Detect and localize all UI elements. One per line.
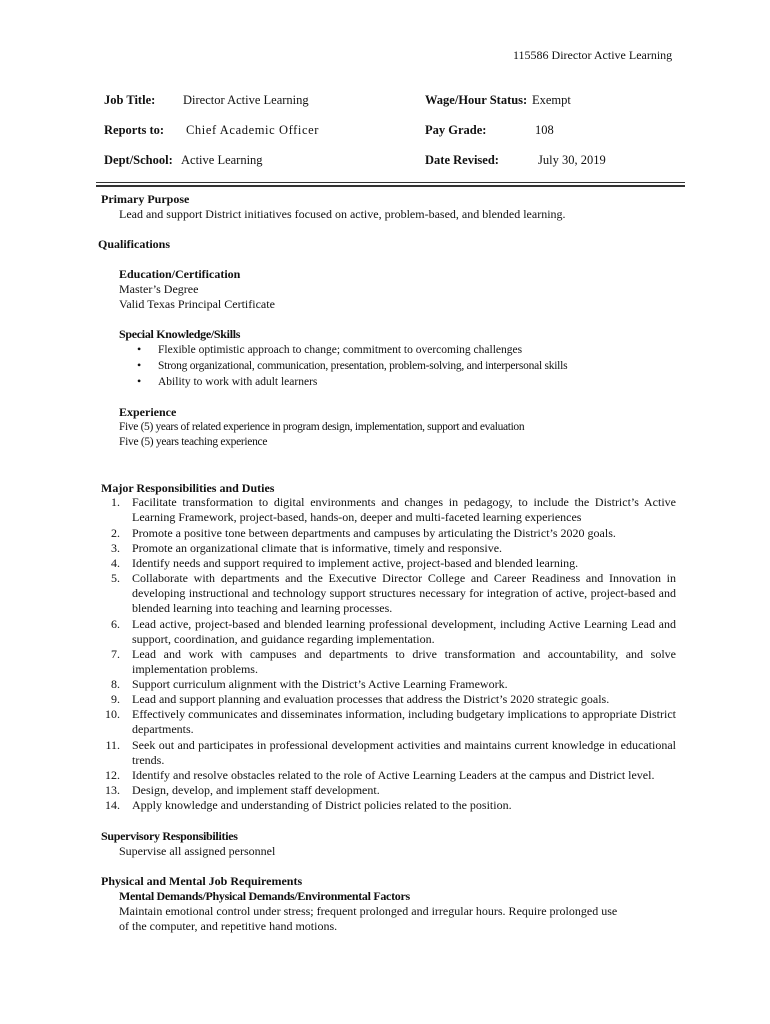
responsibility-text: Lead active, project-based and blended learning professional development, including Active Learning Lead and support, coordination, and guidance regarding implementation.: [132, 617, 676, 646]
responsibility-number: 12.: [105, 768, 120, 782]
skill-item: Ability to work with adult learners: [158, 376, 318, 388]
responsibility-number: 4.: [111, 556, 120, 570]
date-revised-value: July 30, 2019: [538, 153, 606, 167]
skills-heading: Special Knowledge/Skills: [119, 327, 241, 341]
responsibility-number: 13.: [105, 783, 120, 797]
job-title-value: Director Active Learning: [183, 93, 309, 107]
wage-status-label: Wage/Hour Status:: [425, 93, 528, 107]
responsibility-number: 3.: [111, 541, 120, 555]
dept-school-label: Dept/School:: [104, 153, 173, 167]
responsibility-text: Seek out and participates in professional development activities and maintains current knowledge in educational trends.: [132, 738, 676, 767]
responsibility-text: Apply knowledge and understanding of District policies related to the position.: [132, 798, 512, 812]
responsibility-text: Collaborate with departments and the Executive Director College and Career Readiness and Innovation in developing instructional and technology support structures necessary for integration of active, project-based and blended learning into teaching and learning processes.: [132, 571, 676, 615]
supervisory-heading: Supervisory Responsibilities: [101, 829, 238, 843]
responsibilities-heading: Major Responsibilities and Duties: [101, 481, 275, 495]
education-heading: Education/Certification: [119, 267, 241, 281]
responsibility-text: Identify needs and support required to implement active, project-based and blended learning.: [132, 556, 579, 570]
physical-text-line: Maintain emotional control under stress; frequent prolonged and irregular hours. Require prolonged use: [119, 904, 618, 918]
divider-bottom: [96, 185, 685, 187]
wage-status-value: Exempt: [532, 93, 571, 107]
responsibility-text: Promote a positive tone between departments and campuses by articulating the District’s 2020 goals.: [132, 526, 616, 540]
pay-grade-label: Pay Grade:: [425, 123, 487, 137]
responsibility-number: 9.: [111, 692, 120, 706]
skill-item: Strong organizational, communication, presentation, problem-solving, and interpersonal skills: [158, 360, 568, 372]
education-item: Master’s Degree: [119, 282, 199, 296]
qualifications-heading: Qualifications: [98, 237, 171, 251]
document-id-header: 115586 Director Active Learning: [513, 48, 673, 62]
dept-school-value: Active Learning: [181, 153, 263, 167]
responsibility-text: Identify and resolve obstacles related to the role of Active Learning Leaders at the campus and District level.: [132, 768, 655, 782]
responsibility-text: Lead and support planning and evaluation processes that address the District’s 2020 strategic goals.: [132, 692, 610, 706]
physical-text-line: of the computer, and repetitive hand motions.: [119, 919, 338, 933]
bullet-icon: •: [137, 358, 142, 372]
responsibility-number: 8.: [111, 677, 120, 691]
skill-item: Flexible optimistic approach to change; commitment to overcoming challenges: [158, 344, 523, 356]
divider-top: [96, 182, 685, 183]
responsibility-number: 7.: [111, 647, 120, 661]
experience-item: Five (5) years of related experience in program design, implementation, support and evaluation: [119, 421, 525, 433]
responsibility-number: 10.: [105, 707, 120, 721]
responsibility-number: 5.: [111, 571, 120, 585]
physical-subheading: Mental Demands/Physical Demands/Environmental Factors: [119, 889, 410, 903]
responsibility-number: 6.: [111, 617, 120, 631]
bullet-icon: •: [137, 342, 142, 356]
responsibility-number: 1.: [111, 495, 120, 509]
experience-heading: Experience: [119, 405, 177, 419]
responsibility-number: 14.: [105, 798, 120, 812]
primary-purpose-text: Lead and support District initiatives focused on active, problem-based, and blended learning.: [119, 207, 566, 221]
responsibility-text: Promote an organizational climate that is informative, timely and responsive.: [132, 541, 503, 555]
experience-item: Five (5) years teaching experience: [119, 436, 268, 448]
reports-to-label: Reports to:: [104, 123, 165, 137]
responsibility-text: Design, develop, and implement staff development.: [132, 783, 380, 797]
education-item: Valid Texas Principal Certificate: [119, 297, 275, 311]
physical-heading: Physical and Mental Job Requirements: [101, 874, 303, 888]
supervisory-text: Supervise all assigned personnel: [119, 844, 276, 858]
responsibility-number: 11.: [105, 738, 120, 752]
job-title-label: Job Title:: [104, 93, 156, 107]
responsibility-number: 2.: [111, 526, 120, 540]
responsibility-text: Lead and work with campuses and departments to drive transformation and accountability, and solve implementation problems.: [132, 647, 676, 676]
bullet-icon: •: [137, 374, 142, 388]
date-revised-label: Date Revised:: [425, 153, 499, 167]
responsibility-text: Effectively communicates and disseminates information, including budgetary implications to appropriate District departments.: [132, 707, 676, 736]
responsibility-text: Facilitate transformation to digital environments and changes in pedagogy, to include the District’s Active Learning Framework, project-based, hands-on, deeper and multi-faceted learning experiences: [132, 495, 676, 524]
pay-grade-value: 108: [535, 123, 554, 137]
primary-purpose-heading: Primary Purpose: [101, 192, 190, 206]
responsibility-text: Support curriculum alignment with the District’s Active Learning Framework.: [132, 677, 508, 691]
reports-to-value: Chief Academic Officer: [186, 123, 320, 137]
